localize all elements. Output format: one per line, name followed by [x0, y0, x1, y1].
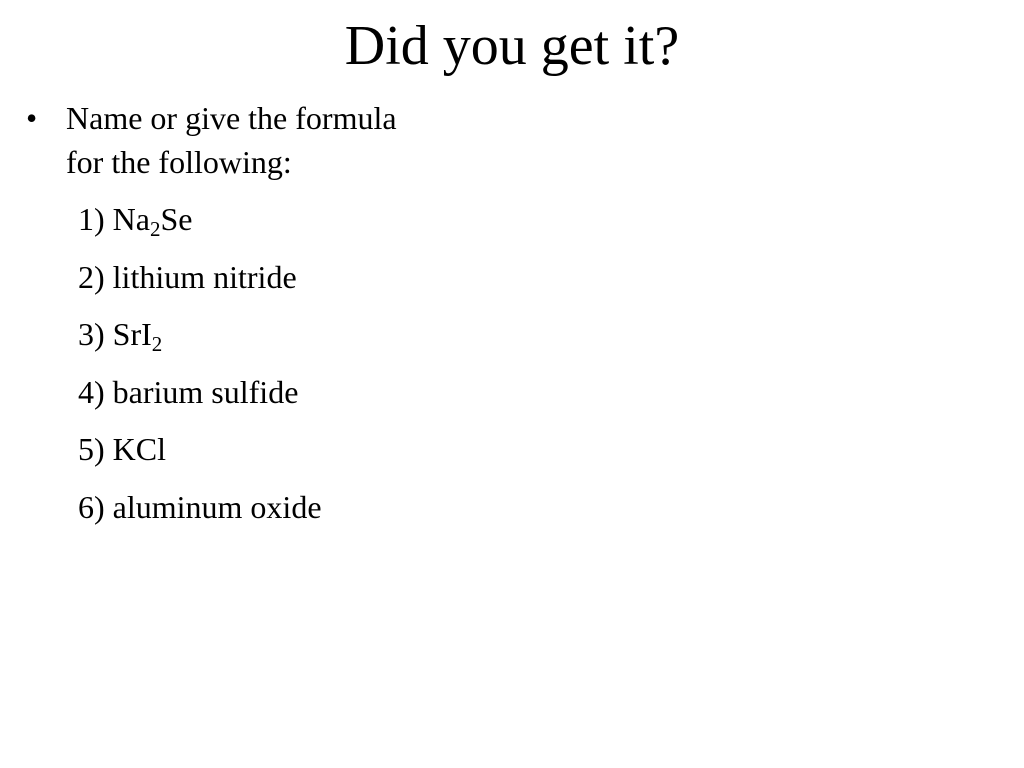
item-number: 2) — [78, 258, 105, 295]
item-number: 1) — [78, 201, 105, 237]
item-number: 3) — [78, 316, 105, 352]
item-number: 4) — [78, 373, 105, 410]
question-item-5 — [78, 430, 322, 488]
bullet-text-line-1: Name or give the formula — [66, 100, 397, 136]
question-list — [78, 200, 322, 545]
question-item-3 — [78, 315, 322, 373]
question-item-2 — [78, 258, 322, 316]
bullet-icon: • — [26, 100, 38, 136]
item-text: Na — [112, 201, 150, 237]
question-item-4 — [78, 373, 322, 431]
item-subscript: 2 — [149, 217, 161, 241]
item-text-after: Se — [160, 201, 193, 237]
question-item-6 — [78, 488, 322, 546]
question-item-1 — [78, 200, 322, 258]
item-number: 5) — [78, 431, 105, 467]
item-number: 6) — [78, 488, 105, 525]
item-text: SrI — [112, 316, 152, 352]
item-text: barium sulfide — [112, 373, 299, 410]
item-text: KCl — [112, 431, 166, 467]
bullet-text — [66, 96, 506, 184]
item-text: lithium nitride — [112, 258, 297, 295]
slide-title: Did you get it? — [344, 15, 680, 77]
item-subscript: 2 — [151, 332, 163, 356]
item-text: aluminum oxide — [112, 488, 322, 525]
bullet-text-line-2: for the following: — [66, 144, 292, 180]
